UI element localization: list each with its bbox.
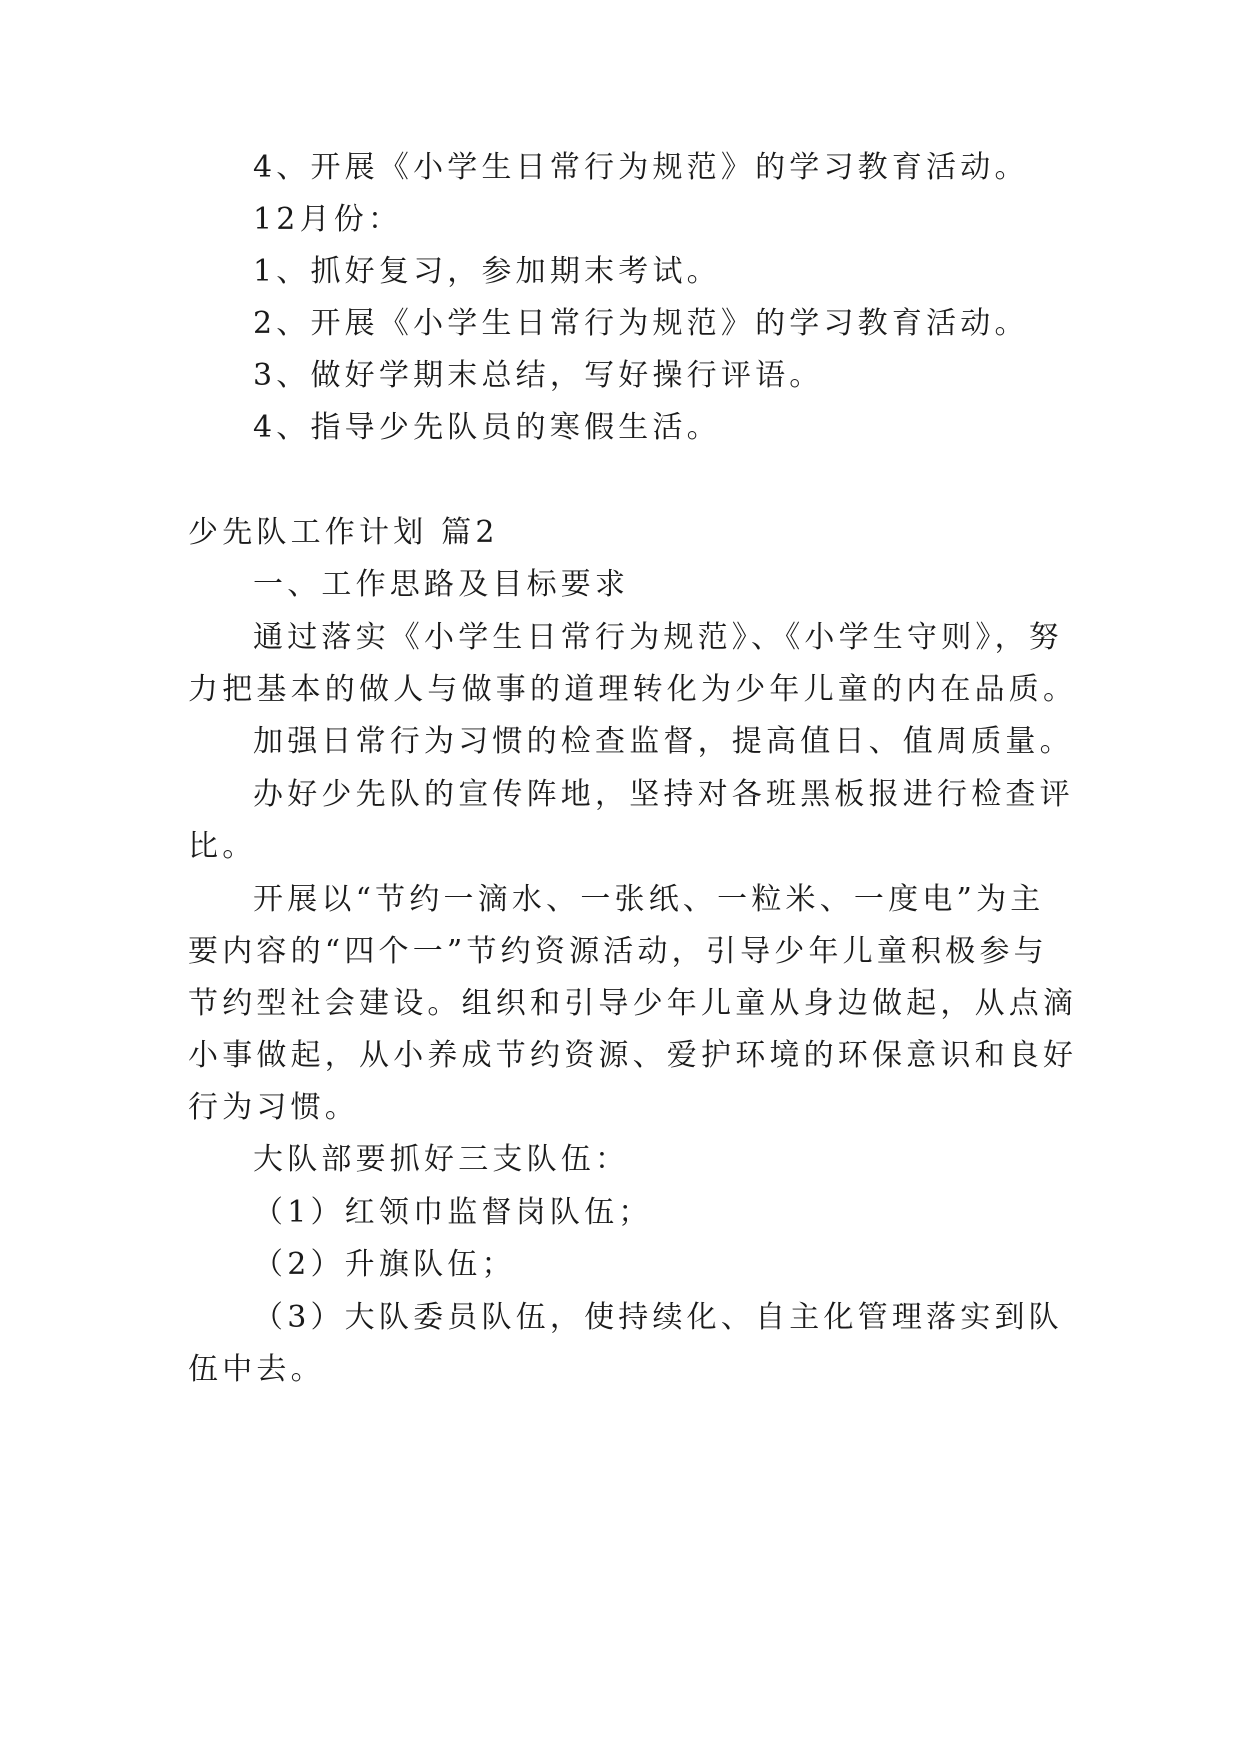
- list-item-team-1: （1）红领巾监督岗队伍；: [253, 1195, 653, 1230]
- paragraph-line: 伍中去。: [188, 1352, 325, 1387]
- paragraph-line: 开展以“节约一滴水、一张纸、一粒米、一度电”为主: [253, 882, 1045, 917]
- list-item-prev-4: 4、开展《小学生日常行为规范》的学习教育活动。: [253, 150, 1029, 185]
- paragraph-line: 节约型社会建设。组织和引导少年儿童从身边做起，从点滴: [188, 986, 1078, 1021]
- paragraph-line: 加强日常行为习惯的检查监督，提高值日、值周质量。: [253, 724, 1074, 759]
- paragraph-line: 通过落实《小学生日常行为规范》、《小学生守则》，努: [253, 620, 1063, 655]
- list-item-1: 1、抓好复习，参加期末考试。: [253, 254, 721, 289]
- paragraph-line: 小事做起，从小养成节约资源、爱护环境的环保意识和良好: [188, 1038, 1078, 1073]
- month-heading: 12月份：: [253, 202, 403, 237]
- paragraph-line: 大队部要抓好三支队伍：: [253, 1142, 630, 1177]
- list-item-team-3: （3）大队委员队伍，使持续化、自主化管理落实到队: [253, 1300, 1063, 1335]
- paragraph-line: 力把基本的做人与做事的道理转化为少年儿童的内在品质。: [188, 672, 1078, 707]
- paragraph-line: 要内容的“四个一”节约资源活动，引导少年儿童积极参与: [188, 934, 1048, 969]
- paragraph-line: 办好少先队的宣传阵地，坚持对各班黑板报进行检查评: [253, 777, 1074, 812]
- section-title: 少先队工作计划 篇2: [188, 515, 499, 550]
- list-item-team-2: （2）升旗队伍；: [253, 1247, 516, 1282]
- list-item-2: 2、开展《小学生日常行为规范》的学习教育活动。: [253, 306, 1029, 341]
- list-item-3: 3、做好学期末总结，写好操行评语。: [253, 358, 824, 393]
- section-heading: 一、工作思路及目标要求: [253, 567, 630, 602]
- paragraph-line: 行为习惯。: [188, 1090, 359, 1125]
- paragraph-line: 比。: [188, 829, 257, 864]
- list-item-4: 4、指导少先队员的寒假生活。: [253, 410, 721, 445]
